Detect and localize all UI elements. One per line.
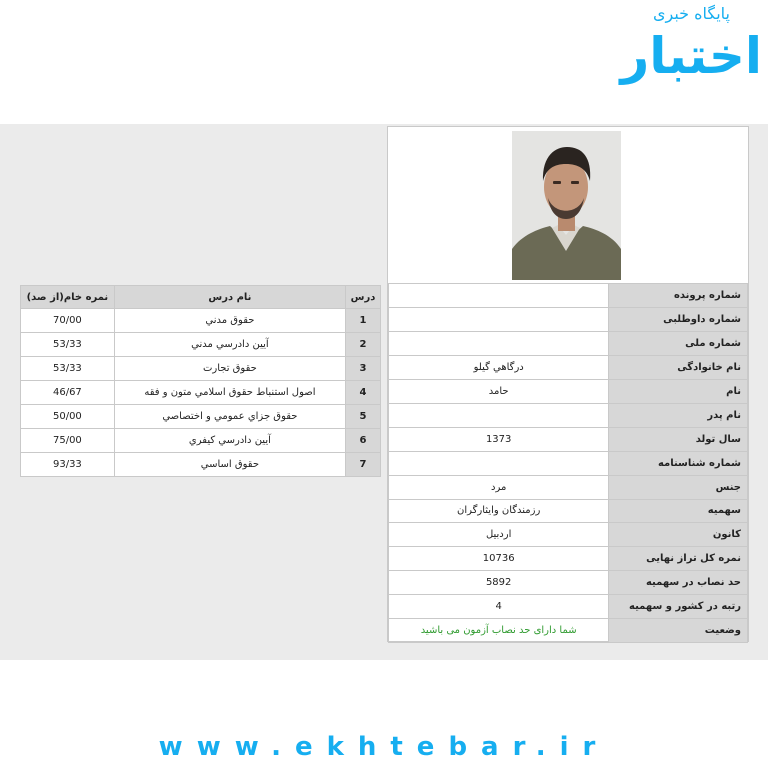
lesson-number: 2 (346, 333, 381, 357)
table-row (21, 405, 381, 429)
info-row (389, 332, 748, 356)
gender-label: جنس (609, 475, 748, 499)
info-row (389, 284, 748, 308)
last-name-label: نام خانوادگی (609, 356, 748, 380)
portrait-image (512, 131, 621, 280)
national-id-label: شماره ملی (609, 332, 748, 356)
lesson-number: 1 (346, 309, 381, 333)
rank-label: رتبه در کشور و سهمیه (609, 595, 748, 619)
header-lesson-number: درس (346, 286, 381, 309)
table-row (21, 309, 381, 333)
status-value: شما دارای حد نصاب آزمون می باشید (389, 618, 609, 642)
table-row (21, 453, 381, 477)
final-score-value: 10736 (389, 547, 609, 571)
header-lesson-name: نام درس (114, 286, 345, 309)
lesson-name: آيين دادرسي مدني (114, 333, 345, 357)
final-score-label: نمره کل تراز نهایی (609, 547, 748, 571)
lesson-score: 50/00 (21, 405, 115, 429)
lesson-name: حقوق جزاي عمومي و اختصاصي (114, 405, 345, 429)
info-row (389, 475, 748, 499)
birth-year-label: سال تولد (609, 427, 748, 451)
candidate-info-panel (387, 126, 749, 642)
photo-area (388, 127, 748, 284)
first-name-label: نام (609, 380, 748, 404)
first-name-value: حامد (389, 380, 609, 404)
national-id-value (389, 332, 609, 356)
table-row (21, 333, 381, 357)
logo-title: اختبار (620, 27, 762, 85)
lesson-score: 75/00 (21, 429, 115, 453)
quota-threshold-label: حد نصاب در سهمیه (609, 571, 748, 595)
logo-subtitle: پایگاه خبری (652, 4, 730, 23)
last-name-value: درگاهي گيلو (389, 356, 609, 380)
lesson-score: 70/00 (21, 309, 115, 333)
info-row (389, 380, 748, 404)
quota-threshold-value: 5892 (389, 571, 609, 595)
birth-year-value: 1373 (389, 427, 609, 451)
info-row (389, 618, 748, 642)
scores-table (20, 285, 381, 477)
lesson-score: 53/33 (21, 357, 115, 381)
scores-header-row (21, 286, 381, 309)
info-row (389, 499, 748, 523)
father-name-value (389, 403, 609, 427)
lesson-number: 7 (346, 453, 381, 477)
info-row (389, 547, 748, 571)
table-row (21, 429, 381, 453)
file-number-value (389, 284, 609, 308)
info-row (389, 356, 748, 380)
table-row (21, 357, 381, 381)
status-label: وضعیت (609, 618, 748, 642)
id-card-number-value (389, 451, 609, 475)
lesson-score: 46/67 (21, 381, 115, 405)
applicant-number-value (389, 308, 609, 332)
header-raw-score: نمره خام(از صد) (21, 286, 115, 309)
id-card-number-label: شماره شناسنامه (609, 451, 748, 475)
lesson-number: 4 (346, 381, 381, 405)
lesson-number: 3 (346, 357, 381, 381)
lesson-number: 6 (346, 429, 381, 453)
info-row (389, 427, 748, 451)
lesson-name: حقوق اساسي (114, 453, 345, 477)
quota-value: رزمندگان وايثارگران (389, 499, 609, 523)
info-row (389, 451, 748, 475)
website-url: www.ekhtebar.ir (158, 732, 610, 762)
candidate-info-table (388, 284, 748, 643)
gender-value: مرد (389, 475, 609, 499)
quota-label: سهمیه (609, 499, 748, 523)
info-row (389, 308, 748, 332)
table-row (21, 381, 381, 405)
lesson-score: 93/33 (21, 453, 115, 477)
lesson-number: 5 (346, 405, 381, 429)
lesson-name: اصول استنباط حقوق اسلامي متون و فقه (114, 381, 345, 405)
file-number-label: شماره پرونده (609, 284, 748, 308)
lesson-name: آيين دادرسي كيفري (114, 429, 345, 453)
candidate-photo (512, 131, 621, 280)
site-logo (612, 4, 762, 104)
bar-association-value: اردبيل (389, 523, 609, 547)
info-row (389, 571, 748, 595)
father-name-label: نام پدر (609, 403, 748, 427)
lesson-name: حقوق تجارت (114, 357, 345, 381)
info-row (389, 403, 748, 427)
lesson-name: حقوق مدني (114, 309, 345, 333)
bar-association-label: کانون (609, 523, 748, 547)
info-row (389, 595, 748, 619)
lesson-score: 53/33 (21, 333, 115, 357)
applicant-number-label: شماره داوطلبی (609, 308, 748, 332)
info-row (389, 523, 748, 547)
rank-value: 4 (389, 595, 609, 619)
